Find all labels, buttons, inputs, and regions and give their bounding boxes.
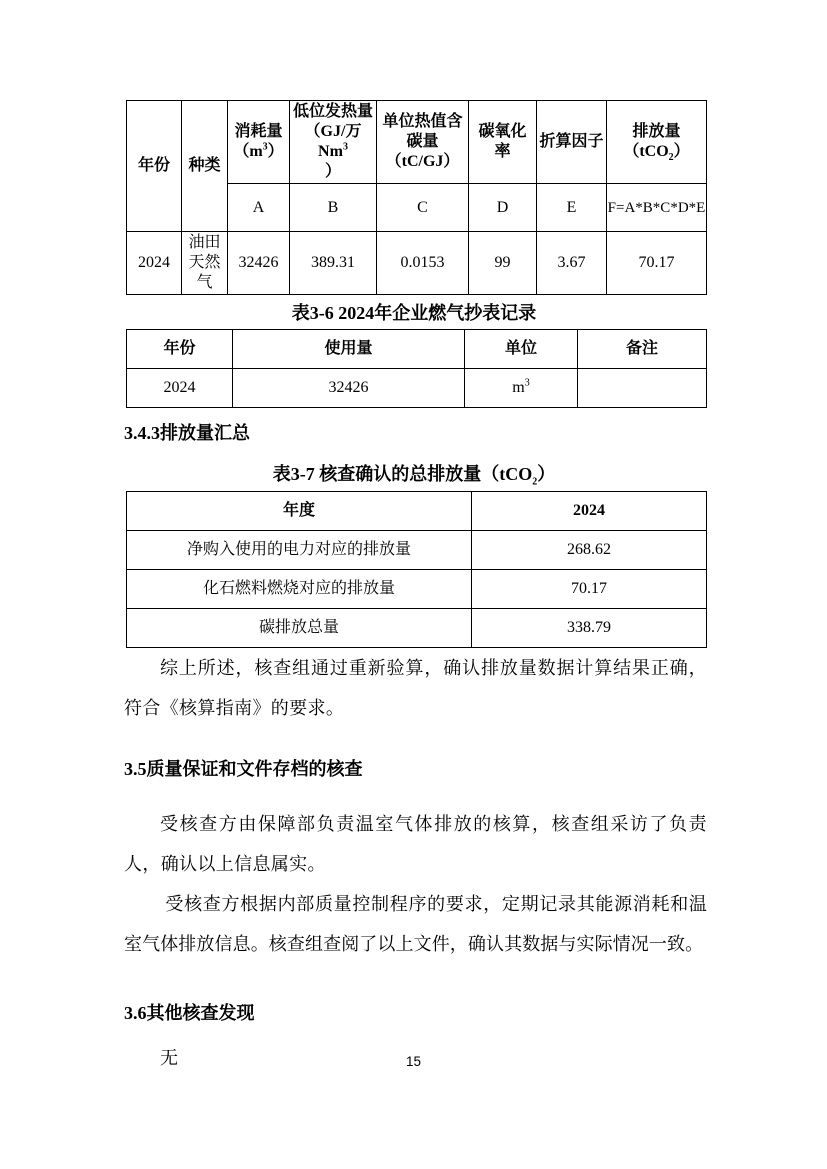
fuel-letter-d: D — [469, 184, 537, 232]
total-header-label: 年度 — [127, 492, 472, 531]
emission-title: 排放量 — [632, 123, 681, 140]
other-findings-text: 无 — [160, 1048, 179, 1068]
subscript-2: 2 — [668, 152, 674, 164]
gas-meter-table — [126, 329, 707, 408]
qa-paragraph-2: 受核查方根据内部质量控制程序的要求，定期记录其能源消耗和温室气体排放信息。核查组查阅了以上文件，确认其数据与实际情况一致。 — [124, 894, 707, 954]
table-3-6-caption: 表3-6 2024年企业燃气抄表记录 — [291, 303, 537, 323]
fuel-header-oxidation-rate: 碳氧化率 — [469, 101, 537, 184]
table-row — [127, 531, 707, 570]
fossil-fuel-emission-label: 化石燃料燃烧对应的排放量 — [127, 570, 472, 609]
fuel-row-type: 油田天然气 — [182, 232, 228, 295]
fuel-letter-c: C — [377, 184, 469, 232]
fuel-row-consumption: 32426 — [228, 232, 290, 295]
gas-row-remark — [578, 369, 707, 408]
ncv-unit: （GJ/万Nm$^3$ — [304, 123, 362, 160]
fuel-row-oxidation-rate: 99 — [469, 232, 537, 295]
fuel-row-ncv: 389.31 — [290, 232, 377, 295]
fuel-letter-e: E — [537, 184, 607, 232]
carbon-content-line2: 碳量 — [406, 133, 439, 150]
fuel-header-emission — [607, 101, 707, 184]
summary-paragraph: 综上所述，核查组通过重新验算，确认排放量数据计算结果正确，符合《核算指南》的要求。 — [124, 658, 707, 718]
gas-header-unit: 单位 — [465, 330, 578, 369]
electricity-emission-value: 268.62 — [472, 531, 707, 570]
table-row — [127, 609, 707, 648]
page-number: 15 — [405, 1054, 422, 1069]
carbon-content-unit: （tC/GJ） — [385, 153, 460, 170]
total-emission-table — [126, 491, 707, 648]
total-carbon-emission-label: 碳排放总量 — [127, 609, 472, 648]
total-header-year: 2024 — [472, 492, 707, 531]
fuel-letter-a: A — [228, 184, 290, 232]
fuel-header-conversion-factor: 折算因子 — [537, 101, 607, 184]
superscript-3: 3 — [262, 141, 268, 153]
fuel-row-year: 2024 — [127, 232, 182, 295]
ncv-title: 低位发热量 — [292, 103, 373, 120]
fuel-header-type: 种类 — [182, 101, 228, 232]
fuel-header-consumption — [228, 101, 290, 184]
gas-header-usage: 使用量 — [233, 330, 465, 369]
subscript-2: 2 — [532, 476, 538, 488]
gas-header-year: 年份 — [127, 330, 233, 369]
table-3-7-caption: 表3-7 核查确认的总排放量（tCO$_2$） — [272, 464, 556, 488]
fuel-row-emission: 70.17 — [607, 232, 707, 295]
gas-row-unit: $m^3$ — [465, 369, 578, 408]
qa-paragraph-1: 受核查方由保障部负责温室气体排放的核算，核查组采访了负责人，确认以上信息属实。 — [124, 814, 707, 874]
fuel-header-ncv — [290, 101, 377, 184]
consumption-title: 消耗量 — [234, 123, 283, 140]
superscript-3: 3 — [524, 377, 530, 389]
superscript-3: 3 — [342, 141, 348, 153]
carbon-content-line1: 单位热值含 — [382, 113, 463, 130]
ncv-unit-close: ） — [324, 163, 341, 180]
gas-row-usage: 32426 — [233, 369, 465, 408]
section-heading-343: 3.4.3排放量汇总 — [124, 423, 250, 443]
fuel-letter-b: B — [290, 184, 377, 232]
fuel-header-year: 年份 — [127, 101, 182, 232]
fuel-row-conversion-factor: 3.67 — [537, 232, 607, 295]
gas-row-year: 2024 — [127, 369, 233, 408]
section-heading-35: 3.5质量保证和文件存档的核查 — [124, 759, 363, 779]
electricity-emission-label: 净购入使用的电力对应的排放量 — [127, 531, 472, 570]
fuel-row-carbon-content: 0.0153 — [377, 232, 469, 295]
fossil-fuel-emission-value: 70.17 — [472, 570, 707, 609]
fuel-header-carbon-content — [377, 101, 469, 184]
table-row — [127, 570, 707, 609]
fuel-emission-table — [126, 100, 707, 295]
fuel-formula-cell: F=A*B*C*D*E — [607, 184, 707, 232]
emission-unit: （tCO$_2$） — [623, 143, 690, 164]
section-heading-36: 3.6其他核查发现 — [124, 1003, 255, 1023]
page-content — [124, 0, 707, 1078]
consumption-unit: $(m^3)$ — [233, 141, 284, 160]
total-carbon-emission-value: 338.79 — [472, 609, 707, 648]
gas-header-remark: 备注 — [578, 330, 707, 369]
